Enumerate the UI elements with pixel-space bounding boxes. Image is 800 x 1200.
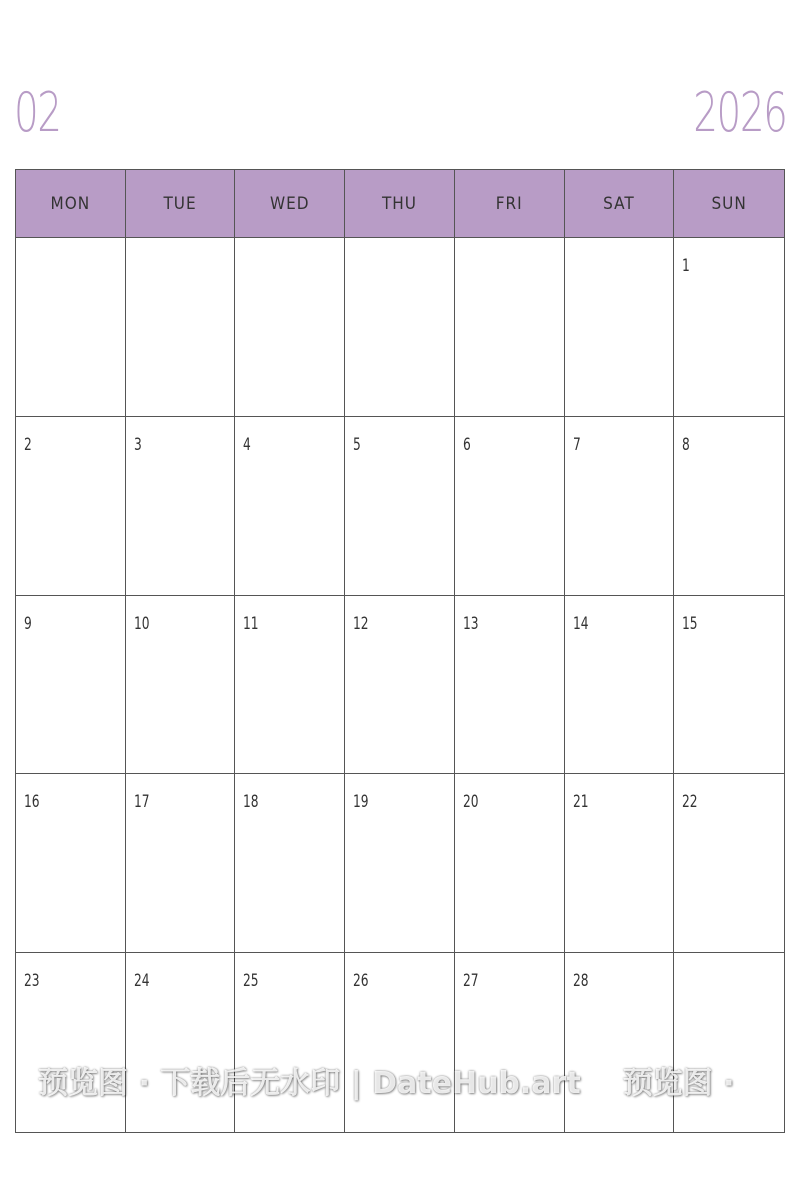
- day-number: 2: [24, 434, 32, 455]
- day-cell: [674, 417, 784, 596]
- day-number: 17: [133, 792, 150, 813]
- day-cell: [235, 774, 345, 953]
- day-cell: [345, 953, 455, 1132]
- watermark-text-repeat: 预览图 ·: [622, 1066, 735, 1101]
- weekday-header: SUN: [674, 170, 784, 238]
- day-cell: [16, 417, 126, 596]
- day-number: 26: [353, 971, 369, 992]
- day-cell: [16, 953, 126, 1132]
- day-number: 22: [682, 792, 698, 813]
- day-number: 10: [133, 613, 150, 634]
- day-number: 25: [243, 971, 259, 992]
- day-cell: [674, 774, 784, 953]
- weekday-header: SAT: [565, 170, 675, 238]
- day-number: 19: [353, 792, 369, 813]
- day-number: 12: [353, 613, 369, 634]
- day-cell: [455, 953, 565, 1132]
- day-cell: [126, 596, 236, 775]
- day-cell: [235, 417, 345, 596]
- weekday-header: THU: [345, 170, 455, 238]
- month-number: 02: [14, 81, 61, 144]
- day-cell: [455, 417, 565, 596]
- day-cell: [455, 596, 565, 775]
- day-cell: [674, 596, 784, 775]
- day-cell: [345, 417, 455, 596]
- day-number: 27: [462, 971, 479, 992]
- day-number: 20: [462, 792, 479, 813]
- day-cell: [16, 774, 126, 953]
- day-cell: [126, 417, 236, 596]
- day-cell: [126, 953, 236, 1132]
- day-cell: [674, 953, 784, 1132]
- day-cell: [455, 238, 565, 417]
- day-cell: [565, 953, 675, 1132]
- day-number: 1: [682, 256, 691, 276]
- day-cell: [345, 596, 455, 775]
- weekday-header: FRI: [455, 170, 565, 238]
- day-number: 14: [572, 613, 589, 634]
- day-cell: [455, 774, 565, 953]
- day-number: 24: [133, 971, 150, 992]
- day-cell: [235, 953, 345, 1132]
- day-cell: [345, 238, 455, 417]
- day-number: 3: [133, 434, 142, 455]
- day-number: 9: [24, 613, 32, 634]
- year-number: 2026: [692, 81, 786, 144]
- day-cell: [126, 238, 236, 417]
- day-cell: [565, 596, 675, 775]
- day-number: 7: [572, 434, 581, 455]
- day-number: 13: [462, 613, 479, 634]
- day-cell: [345, 774, 455, 953]
- day-cell: [674, 238, 784, 417]
- weekday-header: MON: [16, 170, 126, 238]
- day-number: 11: [243, 613, 259, 634]
- day-cell: [16, 238, 126, 417]
- day-number: 8: [682, 434, 691, 455]
- day-cell: [565, 774, 675, 953]
- watermark-text: 预览图 · 下载后无水印 | DateHub.art: [38, 1066, 581, 1101]
- weekday-header: TUE: [126, 170, 236, 238]
- day-cell: [126, 774, 236, 953]
- day-number: 15: [682, 613, 698, 634]
- day-number: 6: [462, 434, 471, 455]
- day-cell: [565, 238, 675, 417]
- calendar-grid: [15, 169, 785, 1133]
- day-number: 23: [24, 971, 40, 992]
- day-number: 21: [572, 792, 589, 813]
- day-number: 4: [243, 434, 252, 455]
- weekday-header: WED: [235, 170, 345, 238]
- day-cell: [235, 596, 345, 775]
- day-cell: [235, 238, 345, 417]
- day-number: 28: [572, 971, 589, 992]
- day-number: 16: [24, 792, 40, 813]
- day-number: 5: [353, 434, 361, 455]
- day-cell: [565, 417, 675, 596]
- day-number: 18: [243, 792, 259, 813]
- day-cell: [16, 596, 126, 775]
